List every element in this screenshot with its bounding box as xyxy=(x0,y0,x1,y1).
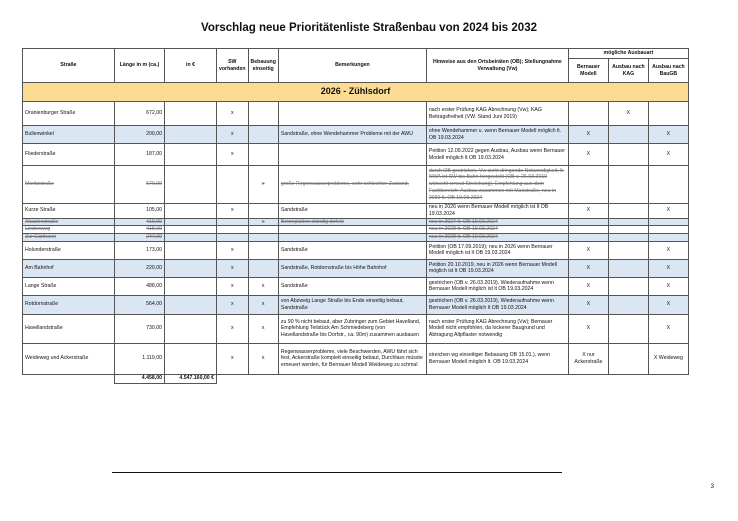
totals-row xyxy=(23,374,689,383)
length-cell: 105,00 xyxy=(115,204,165,219)
bebauung-cell xyxy=(248,204,278,219)
remarks-cell: Sandstraße, ohne Wendehammer Probleme mit der AWU xyxy=(278,126,426,144)
table-row xyxy=(23,218,689,226)
sw-cell: x xyxy=(217,259,249,277)
euro-cell xyxy=(165,234,217,242)
length-cell: 564,00 xyxy=(115,295,165,314)
euro-cell xyxy=(165,295,217,314)
remarks-cell xyxy=(278,102,426,126)
notes-cell: neu in 2026 wenn Bernauer Modell möglich ist lt OB 19.03.2024 xyxy=(426,204,568,219)
sw-cell: x xyxy=(217,126,249,144)
baugb-cell xyxy=(648,234,688,242)
bebauung-cell xyxy=(248,102,278,126)
bebauung-cell: x xyxy=(248,295,278,314)
page-number: 3 xyxy=(710,484,714,490)
remarks-cell: Betonplatten ständig defekt xyxy=(278,218,426,226)
table-row xyxy=(23,204,689,219)
kag-cell xyxy=(608,204,648,219)
bebauung-cell xyxy=(248,126,278,144)
length-cell: 173,00 xyxy=(115,241,165,259)
euro-cell xyxy=(165,204,217,219)
bebauung-cell xyxy=(248,226,278,234)
kag-cell xyxy=(608,314,648,343)
baugb-cell xyxy=(648,226,688,234)
bebauung-cell: x xyxy=(248,343,278,374)
remarks-cell xyxy=(278,234,426,242)
baugb-cell: X xyxy=(648,259,688,277)
notes-cell: streichen wg einseitiger Bebauung OB 15.01.), wenn Bernauer Modell möglich lt. OB 19.03.2024 xyxy=(426,343,568,374)
table-row xyxy=(23,259,689,277)
header-laenge: Länge in m (ca.) xyxy=(115,49,165,83)
length-cell: 730,00 xyxy=(115,314,165,343)
section-row xyxy=(23,83,689,102)
remarks-cell xyxy=(278,226,426,234)
notes-cell: gestrichen (OB v. 26.03.2019), Wiederaufnahme wenn Bernauer Modell möglich ist lt OB 19.03.2024 xyxy=(426,277,568,295)
totals-length: 4.458,00 xyxy=(115,374,165,383)
sw-cell xyxy=(217,234,249,242)
section-title: 2026 - Zühlsdorf xyxy=(23,83,689,102)
kag-cell xyxy=(608,295,648,314)
table-row xyxy=(23,241,689,259)
sw-cell: x xyxy=(217,204,249,219)
euro-cell xyxy=(165,166,217,204)
length-cell: 488,00 xyxy=(115,277,165,295)
kag-cell xyxy=(608,343,648,374)
length-cell: 672,00 xyxy=(115,102,165,126)
remarks-cell: von Abzweig Lange Straße bis Ende einseitig bebaut, Sandstraße xyxy=(278,295,426,314)
length-cell: 187,00 xyxy=(115,144,165,166)
header-sw: SW vorhanden xyxy=(217,49,249,83)
table-row xyxy=(23,144,689,166)
kag-cell xyxy=(608,241,648,259)
bernauer-cell: X xyxy=(568,277,608,295)
bebauung-cell: x xyxy=(248,314,278,343)
header-bemerkungen: Bemerkungen xyxy=(278,49,426,83)
street-cell: Kurze Straße xyxy=(23,204,115,219)
street-cell: Havellandstraße xyxy=(23,314,115,343)
baugb-cell: X xyxy=(648,204,688,219)
bernauer-cell: X xyxy=(568,126,608,144)
remarks-cell: Sandstraße xyxy=(278,204,426,219)
street-cell: Akazienstraße xyxy=(23,218,115,226)
header-ausbauart: mögliche Ausbauart xyxy=(568,49,688,59)
baugb-cell: X xyxy=(648,144,688,166)
length-cell: 670,00 xyxy=(115,166,165,204)
table-row xyxy=(23,102,689,126)
table-row xyxy=(23,295,689,314)
length-cell: 200,00 xyxy=(115,126,165,144)
remarks-cell: Sandstraße, Rotdornstraße bis Höhe Bahnhof xyxy=(278,259,426,277)
euro-cell xyxy=(165,226,217,234)
baugb-cell: X xyxy=(648,295,688,314)
street-cell: Oranienburger Straße xyxy=(23,102,115,126)
kag-cell xyxy=(608,144,648,166)
length-cell: 1.119,00 xyxy=(115,343,165,374)
notes-cell: ohne Wendehammer u. wenn Bernauer Modell möglich lt. OB 19.03.2024 xyxy=(426,126,568,144)
header-bebauung: Bebauung einseitig xyxy=(248,49,278,83)
bebauung-cell xyxy=(248,259,278,277)
bernauer-cell xyxy=(568,226,608,234)
street-cell: Zur Gärtnerei xyxy=(23,234,115,242)
notes-cell: durch OB gestrichen, Vw sieht dringende Notwendigkeit, lt. NWA ist SW bis Bahn hergestellt (OB v. 26.03.2019 wünscht erneut Streichung). Empfehlung aus dem Fachbereich: Ausbau zusammen mit Manstraße, neu in 2030 lt. OB 19.03.2024 xyxy=(426,166,568,204)
baugb-cell: X xyxy=(648,126,688,144)
baugb-cell: X xyxy=(648,314,688,343)
totals-euro: 4.547.160,00 € xyxy=(165,374,217,383)
street-cell: Fliederstraße xyxy=(23,144,115,166)
sw-cell xyxy=(217,166,249,204)
bebauung-cell xyxy=(248,241,278,259)
kag-cell xyxy=(608,166,648,204)
bernauer-cell xyxy=(568,102,608,126)
notes-cell: neu in 2028 lt. OB 19.03.2024 xyxy=(426,234,568,242)
length-cell: 247,00 xyxy=(115,234,165,242)
sw-cell: x xyxy=(217,102,249,126)
euro-cell xyxy=(165,277,217,295)
bernauer-cell: X xyxy=(568,241,608,259)
sw-cell: x xyxy=(217,295,249,314)
remarks-cell: große Regenwasserprobleme, sehr schlechter Zustand, xyxy=(278,166,426,204)
notes-cell: Petition (OB 17.09.2019); neu in 2026 wenn Bernauer Modell möglich ist lt OB 19.03.2024 xyxy=(426,241,568,259)
bernauer-cell: X xyxy=(568,314,608,343)
sw-cell: x xyxy=(217,144,249,166)
street-cell: Rotdornstraße xyxy=(23,295,115,314)
bernauer-cell: X nur Ackerstraße xyxy=(568,343,608,374)
notes-cell: neu in 2028 lt. OB 19.03.2024 xyxy=(426,226,568,234)
header-hinweise: Hinweise aus den Ortsbeiräten (OB); Stellungnahme Verwaltung (Vw) xyxy=(426,49,568,83)
header-baugb: Ausbau nach BauGB xyxy=(648,59,688,83)
remarks-cell: Sandstraße xyxy=(278,277,426,295)
remarks-cell: zu 90 % nicht bebaut, aber Zubringer zum Gebiet Havelland, Empfehlung Teilstück Am Schmiedeberg (von Havellandstraße bis Dorfstr., ca. 90m) zusammen ausbauen xyxy=(278,314,426,343)
table-row xyxy=(23,234,689,242)
priority-table xyxy=(22,48,689,384)
bernauer-cell: X xyxy=(568,295,608,314)
table-row xyxy=(23,126,689,144)
baugb-cell xyxy=(648,102,688,126)
baugb-cell: X xyxy=(648,241,688,259)
euro-cell xyxy=(165,218,217,226)
baugb-cell: X Weideweg xyxy=(648,343,688,374)
kag-cell xyxy=(608,218,648,226)
bernauer-cell xyxy=(568,234,608,242)
sw-cell xyxy=(217,226,249,234)
street-cell: Am Bahnhof xyxy=(23,259,115,277)
euro-cell xyxy=(165,126,217,144)
kag-cell xyxy=(608,234,648,242)
bernauer-cell: X xyxy=(568,259,608,277)
notes-cell: neu in 2027 lt. OB 19.03.2024 xyxy=(426,218,568,226)
table-row xyxy=(23,226,689,234)
sw-cell xyxy=(217,218,249,226)
bernauer-cell xyxy=(568,166,608,204)
sw-cell: x xyxy=(217,314,249,343)
length-cell: 419,00 xyxy=(115,218,165,226)
kag-cell xyxy=(608,226,648,234)
bebauung-cell: x xyxy=(248,277,278,295)
street-cell: Moritzstraße xyxy=(23,166,115,204)
euro-cell xyxy=(165,343,217,374)
sw-cell: x xyxy=(217,277,249,295)
street-cell: Holunderstraße xyxy=(23,241,115,259)
length-cell: 418,00 xyxy=(115,226,165,234)
remarks-cell: Regenwasserprobleme, viele Beschwerden, AWU fährt sich fest, Ackerstraße komplett einseitig bebaut, Durchlass müsste erneuert werden, für Bernauer Modell Weideweg zu schmal xyxy=(278,343,426,374)
remarks-cell xyxy=(278,144,426,166)
sw-cell: x xyxy=(217,241,249,259)
bebauung-cell: x xyxy=(248,166,278,204)
baugb-cell xyxy=(648,218,688,226)
bebauung-cell xyxy=(248,234,278,242)
street-cell: Lange Straße xyxy=(23,277,115,295)
remarks-cell: Sandstraße xyxy=(278,241,426,259)
bernauer-cell xyxy=(568,218,608,226)
euro-cell xyxy=(165,102,217,126)
euro-cell xyxy=(165,144,217,166)
notes-cell: Petition 12.09.2022 gegen Ausbau, Ausbau wenn Bernauer Modell möglich lt OB 19.03.2024 xyxy=(426,144,568,166)
street-cell: Lindenweg xyxy=(23,226,115,234)
table-row xyxy=(23,166,689,204)
kag-cell xyxy=(608,259,648,277)
bebauung-cell xyxy=(248,144,278,166)
length-cell: 220,00 xyxy=(115,259,165,277)
baugb-cell xyxy=(648,166,688,204)
totals-label-cell xyxy=(23,374,115,383)
header-kag: Ausbau nach KAG xyxy=(608,59,648,83)
euro-cell xyxy=(165,259,217,277)
kag-cell: X xyxy=(608,102,648,126)
street-cell: Bullenwinkel xyxy=(23,126,115,144)
notes-cell: Petition 20.10.2019, neu in 2026 wenn Bernauer Modell möglich ist lt OB 19.03.2024 xyxy=(426,259,568,277)
table-row xyxy=(23,314,689,343)
euro-cell xyxy=(165,314,217,343)
baugb-cell: X xyxy=(648,277,688,295)
bottom-rule xyxy=(112,472,562,473)
bebauung-cell: x xyxy=(248,218,278,226)
bernauer-cell: X xyxy=(568,144,608,166)
table-row xyxy=(23,343,689,374)
header-strasse: Straße xyxy=(23,49,115,83)
kag-cell xyxy=(608,277,648,295)
notes-cell: nach erster Prüfung KAG Abrechnung (Vw); Bernauer Modell nicht empfohlen, da lockerer Baugrund und Abtragung Altpflaster notwendig xyxy=(426,314,568,343)
notes-cell: nach erster Prüfung KAG Abrechnung (Vw); KAG Beitragsfreiheit (VW. Stand Juni 2019) xyxy=(426,102,568,126)
euro-cell xyxy=(165,241,217,259)
header-bernauer: Bernauer Modell xyxy=(568,59,608,83)
bernauer-cell: X xyxy=(568,204,608,219)
street-cell: Weideweg und Ackerstraße xyxy=(23,343,115,374)
notes-cell: gestrichen (OB v. 26.03.2019), Wiederaufnahme wenn Bernauer Modell möglich lt OB 19.03.2024 xyxy=(426,295,568,314)
page-title: Vorschlag neue Prioritätenliste Straßenbau von 2024 bis 2032 xyxy=(201,22,537,34)
sw-cell: x xyxy=(217,343,249,374)
header-euro: in € xyxy=(165,49,217,83)
kag-cell xyxy=(608,126,648,144)
table-row xyxy=(23,277,689,295)
